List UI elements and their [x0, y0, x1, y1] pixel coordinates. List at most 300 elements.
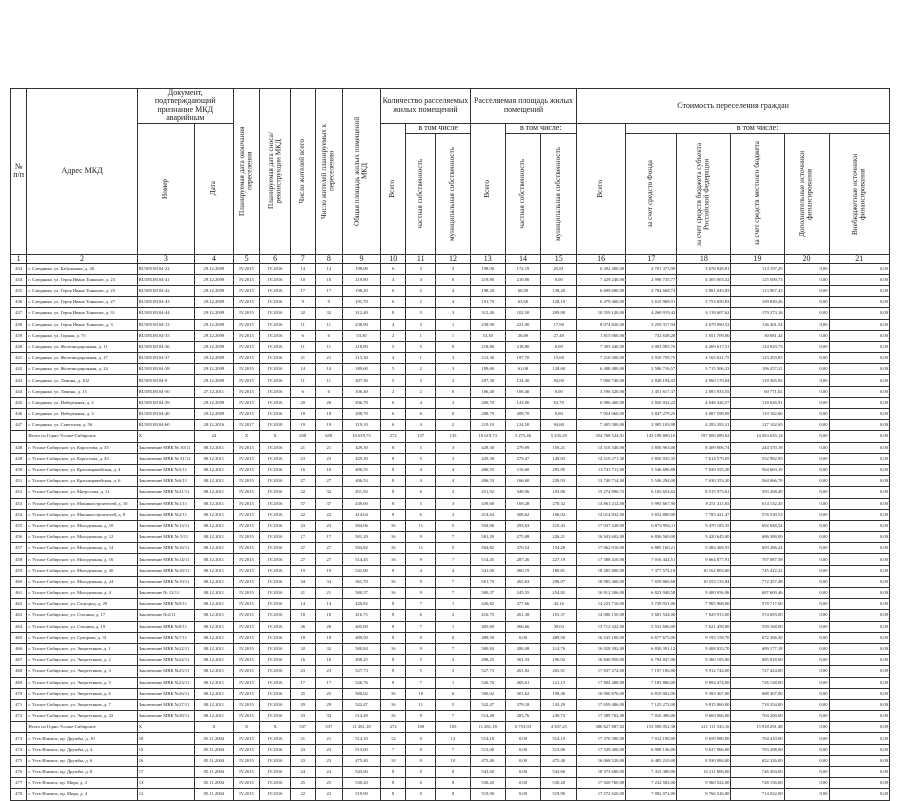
- table-cell: 9 912 744,00: [677, 666, 731, 677]
- table-cell: IV.2016: [260, 588, 291, 599]
- table-cell: 0,00: [829, 565, 889, 576]
- table-cell: 475,40: [470, 755, 505, 766]
- table-cell: 0: [406, 778, 436, 789]
- table-cell: 34: [291, 576, 316, 587]
- table-cell: RU38518104-38: [137, 364, 194, 375]
- table-cell: IV.2015: [233, 498, 260, 509]
- table-cell: 25: [291, 778, 316, 789]
- table-cell: 732 638,28: [626, 330, 677, 341]
- table-cell: 4 165 621,75: [677, 353, 731, 364]
- table-cell: 21: [291, 588, 316, 599]
- table-cell: 214,76: [541, 643, 577, 654]
- table-cell: 445: [11, 397, 27, 408]
- table-cell: 500,02: [470, 688, 505, 699]
- table-cell: 08.12.2011: [194, 554, 233, 565]
- table-cell: г. Усолье-Сибирское, ул. Энергетиков, д. 1: [27, 643, 137, 654]
- table-cell: 265,91: [541, 666, 577, 677]
- table-cell: 213,30: [343, 353, 381, 364]
- table-cell: 348,06: [505, 487, 541, 498]
- table-cell: Заключение МВК № 5/11: [137, 532, 194, 543]
- table-cell: 14 510 340,00: [577, 442, 626, 453]
- table-cell: 16 928 392,00: [577, 643, 626, 654]
- table-cell: 0,00: [505, 767, 541, 778]
- table-cell: 11: [406, 543, 436, 554]
- table-cell: IV.2016: [260, 767, 291, 778]
- table-cell: 21: [315, 353, 343, 364]
- table-cell: 693 286,24: [731, 543, 784, 554]
- table-cell: 429,30: [470, 453, 505, 464]
- table-cell: 08.12.2011: [194, 588, 233, 599]
- table-cell: 8: [380, 778, 406, 789]
- table-cell: г. Усолье-Сибирское, ул. Молодежная, д. 16: [27, 554, 137, 565]
- col-cost-total-header: Всего: [577, 123, 626, 254]
- table-cell: IV.2016: [260, 308, 291, 319]
- table-cell: 8: [380, 498, 406, 509]
- table-row: [11, 453, 890, 464]
- table-cell: 429,30: [343, 442, 381, 453]
- table-cell: 6 408 480,00: [577, 364, 626, 375]
- table-cell: 1 815 060,00: [577, 330, 626, 341]
- table-cell: 296,07: [541, 576, 577, 587]
- table-cell: 270,32: [541, 498, 577, 509]
- table-cell: X: [233, 722, 260, 733]
- table-cell: 6 836 569,00: [626, 532, 677, 543]
- table-cell: 4 260 919,42: [626, 308, 677, 319]
- table-cell: г. Слюдянка, ул. Героя Ивана Тонконог, д. 25: [27, 285, 137, 296]
- table-cell: 17: [291, 532, 316, 543]
- table-cell: 6 998 136,00: [626, 744, 677, 755]
- table-cell: 08.12.2011: [194, 576, 233, 587]
- table-cell: 08.12.2011: [194, 476, 233, 487]
- table-cell: IV.2015: [233, 733, 260, 744]
- table-cell: 4: [436, 464, 471, 475]
- table-cell: 14 510 271,30: [577, 453, 626, 464]
- table-cell: 0,00: [784, 520, 829, 531]
- table-cell: RU38518104-39: [137, 397, 194, 408]
- table-cell: IV.2016: [260, 621, 291, 632]
- table-cell: 14 861 212,00: [577, 498, 626, 509]
- table-cell: 446: [11, 409, 27, 420]
- table-cell: 2 998 735,77: [626, 274, 677, 285]
- table-cell: 08.12.2011: [194, 509, 233, 520]
- table-cell: 134,28: [541, 543, 577, 554]
- table-cell: 2 701 373,90: [626, 263, 677, 274]
- table-cell: г. Усолье-Сибирское, ул. Молодежная, д. 10: [27, 520, 137, 531]
- table-cell: 11 261,18: [343, 722, 381, 733]
- table-cell: 379,18: [505, 699, 541, 710]
- col-document-header: Документ, подтверждающий признание МКД аварийным: [137, 89, 233, 124]
- table-cell: 8: [380, 565, 406, 576]
- table-row: [11, 330, 890, 341]
- table-cell: 6 986 460,00: [577, 397, 626, 408]
- table-cell: IV.2016: [260, 778, 291, 789]
- table-cell: 9: [406, 576, 436, 587]
- table-cell: г. Слюдянка, ул. Ленина, д. 13: [27, 386, 137, 397]
- table-cell: IV.2015: [233, 353, 260, 364]
- table-cell: 17 659 486,00: [577, 699, 626, 710]
- table-cell: 05.11.2004: [194, 755, 233, 766]
- table-cell: 53,30: [343, 330, 381, 341]
- table-cell: 7: [436, 744, 471, 755]
- table-cell: 406,53: [470, 476, 505, 487]
- table-cell: 29: [291, 699, 316, 710]
- table-cell: 312,40: [343, 308, 381, 319]
- table-cell: 9: [315, 297, 343, 308]
- table-cell: 447: [11, 420, 27, 431]
- table-cell: 15 274 896,72: [577, 487, 626, 498]
- table-cell: г. Усолье-Сибирское, ул. Стопина, д. 19: [27, 621, 137, 632]
- table-cell: 221,00: [505, 319, 541, 330]
- table-cell: 9 484 469,55: [677, 543, 731, 554]
- table-cell: 301,33: [505, 655, 541, 666]
- table-cell: 3: [436, 308, 471, 319]
- table-cell: 0,00: [784, 364, 829, 375]
- table-cell: 32: [291, 308, 316, 319]
- table-cell: IV.2015: [233, 543, 260, 554]
- table-cell: 0: [436, 409, 471, 420]
- table-cell: 0,00: [829, 666, 889, 677]
- table-cell: 138,20: [541, 285, 577, 296]
- table-cell: 16: [380, 688, 406, 699]
- table-cell: IV.2015: [233, 744, 260, 755]
- table-cell: 16: [380, 532, 406, 543]
- table-cell: 2: [406, 285, 436, 296]
- table-cell: 23: [315, 666, 343, 677]
- table-cell: 128,60: [541, 364, 577, 375]
- table-cell: IV.2015: [233, 308, 260, 319]
- table-cell: 08.12.2011: [194, 532, 233, 543]
- table-cell: 726 128,00: [731, 677, 784, 688]
- table-cell: 198,20: [343, 285, 381, 296]
- table-cell: 0,00: [505, 778, 541, 789]
- table-cell: 5: [406, 655, 436, 666]
- table-cell: 0,00: [784, 632, 829, 643]
- table-cell: 3: [406, 319, 436, 330]
- table-cell: 450: [11, 464, 27, 475]
- table-cell: 18: [291, 409, 316, 420]
- column-number: 16: [577, 254, 626, 263]
- table-cell: 2: [406, 297, 436, 308]
- table-cell: 6: [291, 330, 316, 341]
- table-cell: 8 074 820,00: [577, 319, 626, 330]
- table-cell: 179 273,16: [731, 308, 784, 319]
- table-cell: 206,70: [343, 397, 381, 408]
- table-cell: 143 198 800,16: [626, 431, 677, 442]
- table-cell: 685 818,00: [731, 655, 784, 666]
- col-count-total-header: Всего: [380, 123, 406, 254]
- table-cell: Заключение МВК №21/11: [137, 487, 194, 498]
- table-cell: 0,00: [784, 353, 829, 364]
- table-cell: 456: [11, 532, 27, 543]
- table-cell: IV.2016: [260, 274, 291, 285]
- table-cell: 312,40: [470, 308, 505, 319]
- table-cell: 472: [11, 711, 27, 722]
- table-cell: 26,80: [505, 330, 541, 341]
- table-cell: 1 051 709,00: [677, 330, 731, 341]
- table-cell: 0,00: [829, 655, 889, 666]
- table-cell: RU38518104-35: [137, 330, 194, 341]
- table-cell: 1: [436, 330, 471, 341]
- table-cell: 728 156,00: [731, 778, 784, 789]
- table-cell: 377,66: [505, 599, 541, 610]
- table-cell: IV.2016: [260, 576, 291, 587]
- table-cell: IV.2016: [260, 409, 291, 420]
- table-cell: 8: [436, 789, 471, 800]
- table-cell: 4: [406, 476, 436, 487]
- table-cell: 7 395 440,00: [577, 341, 626, 352]
- table-cell: 2: [436, 509, 471, 520]
- table-cell: RU38518104-44: [137, 308, 194, 319]
- table-cell: 21: [291, 353, 316, 364]
- table-cell: 29.12.2009: [194, 375, 233, 386]
- table-row: [11, 487, 890, 498]
- table-cell: 614 132,45: [731, 498, 784, 509]
- table-cell: 172,19: [505, 263, 541, 274]
- col-cost-group-header: Стоимость переселения граждан: [577, 89, 890, 124]
- table-cell: 519,90: [470, 789, 505, 800]
- table-cell: 513,00: [343, 744, 381, 755]
- table-cell: 9 400 956,96: [677, 588, 731, 599]
- table-cell: 0,00: [541, 386, 577, 397]
- table-cell: 5: [406, 442, 436, 453]
- table-cell: 9 360 185,00: [677, 655, 731, 666]
- table-cell: 0,00: [784, 375, 829, 386]
- table-cell: IV.2017: [233, 420, 260, 431]
- table-cell: г. Усолье-Сибирское, ул. Молодежная, д. 14: [27, 543, 137, 554]
- table-cell: 14 563 635,14: [731, 431, 784, 442]
- table-cell: 519,90: [541, 789, 577, 800]
- table-cell: 5 995 667,90: [626, 498, 677, 509]
- table-cell: 08.12.2011: [194, 520, 233, 531]
- table-cell: 451,92: [343, 487, 381, 498]
- table-cell: г. Усолье-Сибирское, ул. Энергетиков, д. 2: [27, 655, 137, 666]
- table-cell: Итого по Горно Усолье-Сибирское: [27, 722, 137, 733]
- table-cell: Заключение МВК №26/11: [137, 688, 194, 699]
- table-cell: 124,30: [505, 375, 541, 386]
- table-cell: IV.2018: [260, 420, 291, 431]
- table-cell: 4: [436, 297, 471, 308]
- table-cell: 0,00: [784, 476, 829, 487]
- table-cell: 514,45: [470, 554, 505, 565]
- table-cell: г. Усть-Илимск, пр. Мира, д. 4: [27, 789, 137, 800]
- table-cell: 0,00: [784, 688, 829, 699]
- table-cell: 537: [291, 722, 316, 733]
- table-cell: 0,00: [784, 431, 829, 442]
- table-cell: 6: [315, 330, 343, 341]
- table-cell: 10 559 120,00: [577, 308, 626, 319]
- table-cell: 21: [315, 442, 343, 453]
- table-cell: Заключение МВК № 31/11: [137, 453, 194, 464]
- table-cell: Заключение МВК №27/11: [137, 699, 194, 710]
- table-cell: 0,00: [784, 744, 829, 755]
- table-cell: 3: [436, 498, 471, 509]
- table-cell: г. Усолье-Сибирское, ул. Коростова, д. 45: [27, 453, 137, 464]
- table-cell: 5 335,29: [541, 431, 577, 442]
- table-cell: г. Слюдянка, ул. Бабушкина, д. 26: [27, 263, 137, 274]
- table-cell: 08.12.2011: [194, 498, 233, 509]
- table-row: [11, 711, 890, 722]
- table-cell: 4: [380, 353, 406, 364]
- table-cell: 106,02: [541, 509, 577, 520]
- table-cell: IV.2016: [260, 297, 291, 308]
- table-cell: г. Слюдянка, ул. Героя Ивана Тонконог, д. 27: [27, 297, 137, 308]
- table-cell: 08.12.2011: [194, 621, 233, 632]
- table-cell: 0,00: [784, 487, 829, 498]
- table-cell: 29.12.2009: [194, 263, 233, 274]
- table-cell: 11: [291, 319, 316, 330]
- table-cell: 23: [315, 755, 343, 766]
- table-cell: 301,62: [505, 688, 541, 699]
- table-cell: 198,00: [343, 263, 381, 274]
- table-row: [11, 386, 890, 397]
- table-cell: 0,00: [541, 409, 577, 420]
- table-row: [11, 621, 890, 632]
- table-cell: 561,70: [343, 576, 381, 587]
- table-cell: 30 681,44: [731, 330, 784, 341]
- table-cell: 2: [380, 330, 406, 341]
- table-cell: X: [137, 431, 194, 442]
- table-cell: 7: [406, 677, 436, 688]
- table-cell: 0,00: [784, 621, 829, 632]
- table-row: [11, 464, 890, 475]
- table-cell: 19: [291, 420, 316, 431]
- table-cell: 118 365,92: [731, 375, 784, 386]
- table-cell: 6 118 607,62: [677, 308, 731, 319]
- table-cell: 102,50: [505, 308, 541, 319]
- table-cell: 0,00: [784, 464, 829, 475]
- table-cell: 460: [11, 576, 27, 587]
- table-cell: г. Усолье-Сибирское, ул. Красноармейская, д. 6: [27, 476, 137, 487]
- table-cell: 124 929,73: [731, 341, 784, 352]
- table-cell: 435: [11, 285, 27, 296]
- table-cell: 441: [11, 353, 27, 364]
- table-cell: 286,08: [505, 643, 541, 654]
- table-cell: 23: [291, 755, 316, 766]
- table-cell: г. Усолье-Сибирское, ул. Машиностроителей, д. 10: [27, 498, 137, 509]
- table-cell: 7 006 740,00: [577, 375, 626, 386]
- table-cell: 29.12.2009: [194, 397, 233, 408]
- table-cell: 0,00: [829, 733, 889, 744]
- table-cell: 514,10: [470, 733, 505, 744]
- table-cell: 0,00: [784, 341, 829, 352]
- table-cell: 6 874 994,11: [626, 520, 677, 531]
- table-cell: 2: [436, 610, 471, 621]
- table-cell: 238,90: [343, 319, 381, 330]
- table-cell: 9 420 645,00: [677, 532, 731, 543]
- table-cell: 6 485 210,00: [626, 755, 677, 766]
- table-row: [11, 297, 890, 308]
- table-cell: 8: [380, 476, 406, 487]
- table-row: [11, 520, 890, 531]
- table-cell: 0,00: [784, 285, 829, 296]
- table-cell: 26: [291, 621, 316, 632]
- table-cell: IV.2015: [233, 487, 260, 498]
- table-cell: 14: [291, 263, 316, 274]
- table-cell: 37: [315, 498, 343, 509]
- table-cell: 29: [315, 699, 343, 710]
- table-cell: 0,00: [829, 532, 889, 543]
- table-cell: 522,47: [343, 699, 381, 710]
- table-cell: 5: [406, 666, 436, 677]
- table-cell: 475,40: [343, 755, 381, 766]
- table-cell: 5 546 294,00: [626, 476, 677, 487]
- table-cell: IV.2015: [233, 386, 260, 397]
- table-cell: 576 530,53: [731, 509, 784, 520]
- table-cell: 17 388 410,00: [577, 554, 626, 565]
- table-row: [11, 632, 890, 643]
- column-number: 11: [406, 254, 436, 263]
- table-cell: 13 740 714,00: [577, 476, 626, 487]
- table-cell: 191,70: [470, 297, 505, 308]
- table-cell: 5: [436, 520, 471, 531]
- table-cell: RU38518104-36: [137, 341, 194, 352]
- table-cell: 106 257,21: [731, 364, 784, 375]
- table-cell: 0,00: [784, 308, 829, 319]
- table-cell: 406,53: [343, 476, 381, 487]
- col-area-total-header: Всего: [470, 123, 505, 254]
- table-cell: IV.2015: [233, 297, 260, 308]
- table-cell: 9: [406, 532, 436, 543]
- table-cell: 208,70: [505, 409, 541, 420]
- table-cell: 0,00: [829, 778, 889, 789]
- table-cell: 29.12.2009: [194, 319, 233, 330]
- table-cell: 500,02: [343, 688, 381, 699]
- table-cell: 475: [11, 755, 27, 766]
- table-cell: 14 014 832,00: [577, 509, 626, 520]
- table-cell: 103: [436, 722, 471, 733]
- table-cell: 16: [291, 655, 316, 666]
- table-cell: 24: [291, 767, 316, 778]
- table-cell: 471: [11, 699, 27, 710]
- table-cell: 0,00: [829, 464, 889, 475]
- table-cell: Заключение МВК №18/11: [137, 565, 194, 576]
- table-cell: IV.2016: [260, 319, 291, 330]
- table-cell: 261,38: [505, 610, 541, 621]
- table-cell: 1: [436, 621, 471, 632]
- table-cell: 7: [436, 588, 471, 599]
- col-fund-header: за счет средств Фонда: [626, 133, 677, 254]
- table-cell: 7: [380, 744, 406, 755]
- table-cell: 439,60: [343, 498, 381, 509]
- table-cell: 0,00: [829, 319, 889, 330]
- table-cell: 4 305 003,32: [677, 274, 731, 285]
- table-cell: IV.2016: [260, 789, 291, 800]
- table-cell: 125 500,73: [731, 274, 784, 285]
- table-cell: 0,00: [784, 554, 829, 565]
- table-cell: 0,00: [784, 722, 829, 733]
- table-row: [11, 509, 890, 520]
- table-row: [11, 610, 890, 621]
- table-cell: IV.2016: [260, 677, 291, 688]
- table-row: [11, 666, 890, 677]
- table-cell: 6 885 160,21: [626, 543, 677, 554]
- table-cell: 8 251 411,65: [677, 498, 731, 509]
- table-cell: 308,62: [505, 509, 541, 520]
- table-cell: 5: [380, 364, 406, 375]
- col-count-private-header: частная собственность: [406, 133, 436, 254]
- table-cell: 169,28: [505, 498, 541, 509]
- table-cell: 11: [406, 699, 436, 710]
- table-cell: 0,00: [829, 643, 889, 654]
- column-number: 20: [784, 254, 829, 263]
- table-cell: 2 704 668,74: [626, 285, 677, 296]
- table-cell: 0,00: [784, 576, 829, 587]
- table-cell: 513,00: [470, 744, 505, 755]
- table-cell: 11: [315, 341, 343, 352]
- table-cell: 6: [380, 285, 406, 296]
- table-cell: 452: [11, 487, 27, 498]
- table-cell: 0,00: [784, 655, 829, 666]
